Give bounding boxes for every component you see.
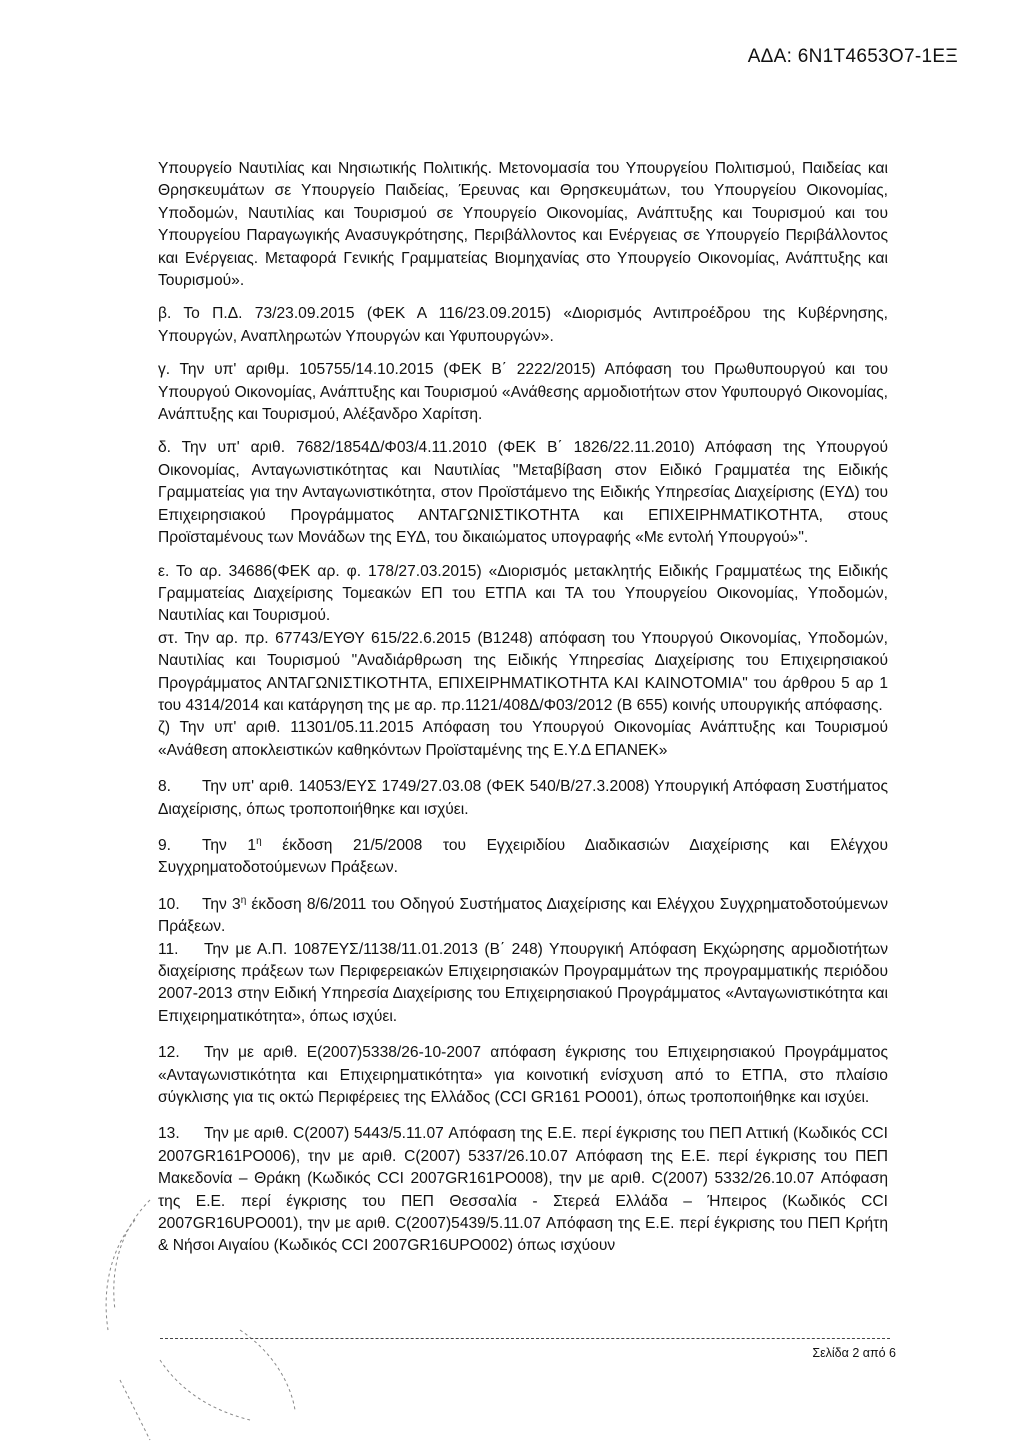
item-text-prefix: Την 3 [202,895,241,913]
paragraph-12 [158,1042,888,1109]
paragraph-beta: β. Το Π.Δ. 73/23.09.2015 (ΦΕΚ Α 116/23.09.2015) «Διορισμός Αντιπροέδρου της Κυβέρνησης, Υπουργών, Αναπληρωτών Υπουργών και Υφυπουργών». [158,305,888,345]
paragraph-gamma: γ. Την υπ' αριθμ. 105755/14.10.2015 (ΦΕΚ Β΄ 2222/2015) Απόφαση του Πρωθυπουργού και του Υπουργού Οικονομίας, Ανάπτυξης και Τουρισμού «Ανάθεσης αρμοδιοτήτων στον Υφυπουργό Οικονομίας, Ανάπτυξης και Τουρισμού, Αλέξανδρο Χαρίτση. [158,361,888,424]
paragraph-9 [158,835,888,880]
paragraph-epsilon: ε. Το αρ. 34686(ΦΕΚ αρ. φ. 178/27.03.2015) «Διορισμός μετακλητής Ειδικής Γραμματέως της Ειδικής Γραμματείας Διαχείρισης Τομεακών ΕΠ του ΕΤΠΑ και ΤΑ του Υπουργείου Οικονομίας, Υποδομών, Ναυτιλίας και Τουρισμού. [158,562,888,625]
paragraph-8 [158,776,888,821]
item-text: Την υπ' αριθ. 14053/ΕΥΣ 1749/27.03.08 (ΦΕΚ 540/Β/27.3.2008) Υπουργική Απόφαση Συστήματος Διαχείρισης, όπως τροποποιήθηκε και ισχύει. [158,778,888,818]
item-text: Την με αριθ. Ε(2007)5338/26-10-2007 απόφαση έγκρισης του Επιχειρησιακού Προγράμματος «Ανταγωνιστικότητα και Επιχειρηματικότητα» για κοινοτική ενίσχυση από το ΕΤΠΑ, στο πλαίσιο σύγκλισης για τις οκτώ Περιφέρειες της Ελλάδος (CCI GR161 PO001), όπως τροποποιήθηκε και ισχύει. [158,1044,888,1107]
document-body [158,158,888,1258]
item-text: Την με αριθ. C(2007) 5443/5.11.07 Απόφαση της Ε.Ε. περί έγκρισης του ΠΕΠ Αττική (Κωδικός CCI 2007GR161PO006), την με αριθ. C(2007) 5337/26.10.07 Απόφαση της Ε.Ε. περί έγκρισης του ΠΕΠ Μακεδονία – Θράκη (Κωδικός CCI 2007GR161PO008), την με αριθ. C(2007) 5332/26.10.07 Απόφαση της Ε.Ε. περί έγκρισης του ΠΕΠ Θεσσαλία - Στερεά Ελλάδα – Ήπειρος (Κωδικός CCI 2007GR16UPO001), την με αριθ. C(2007)5439/5.11.07 Απόφαση της Ε.Ε. περί έγκρισης του ΠΕΠ Κρήτη & Νήσοι Αιγαίου (Κωδικός CCI 2007GR16UPO002) όπως ισχύουν [158,1125,888,1255]
item-number: 9. [158,836,172,854]
item-number: 10. [158,895,180,913]
footer-divider [160,1338,890,1339]
item-number: 12. [158,1044,180,1062]
item-number: 11. [158,940,179,958]
page-number: Σελίδα 2 από 6 [812,1346,896,1360]
paragraph-intro-continued: Υπουργείο Ναυτιλίας και Νησιωτικής Πολιτικής. Μετονομασία του Υπουργείου Πολιτισμού, Παιδείας και Θρησκευμάτων σε Υπουργείο Παιδείας, Έρευνας και Θρησκευμάτων, του Υπουργείου Οικονομίας, Υποδομών, Ναυτιλίας και Τουρισμού σε Υπουργείο Οικονομίας, Ανάπτυξης και Τουρισμού και του Υπουργείου Παραγωγικής Ανασυγκρότησης, Περιβάλλοντος και Ενέργειας σε Υπουργείο Περιβάλλοντος και Ενέργειας. Μεταφορά Γενικής Γραμματείας Βιομηχανίας στο Υπουργείο Οικονομίας, Ανάπτυξης και Τουρισμού». [158,160,888,290]
item-text: Την με Α.Π. 1087ΕΥΣ/1138/11.01.2013 (Β΄ 248) Υπουργική Απόφαση Εκχώρησης αρμοδιοτήτων διαχείρισης πράξεων των Περιφερειακών Επιχειρησιακών Προγραμμάτων της προγραμματικής περιόδου 2007-2013 στην Ειδική Υπηρεσία Διαχείρισης του Επιχειρησιακού Προγράμματος «Ανταγωνιστικότητα και Επιχειρηματικότητα», όπως ισχύει. [158,940,888,1025]
paragraph-10 [158,894,888,939]
item-number: 13. [158,1125,180,1143]
paragraph-st: στ. Την αρ. πρ. 67743/ΕΥΘΥ 615/22.6.2015 (Β1248) απόφαση του Υπουργού Οικονομίας, Υποδομών, Ναυτιλίας και Τουρισμού "Αναδιάρθρωση της Ειδικής Υπηρεσίας Διαχείρισης του Επιχειρησιακού Προγράμματος ΑΝΤΑΓΩΝΙΣΤΙΚΟΤΗΤΑ, ΕΠΙΧΕΙΡΗΜΑΤΙΚΟΤΗΤΑ ΚΑΙ ΚΑΙΝΟΤΟΜΙΑ" του άρθρου 5 αρ 1 του 4314/2014 και κατάργηση της με αρ. πρ.1121/408Δ/Φ03/2012 (Β 655) κοινής υπουργικής απόφασης. [158,629,888,714]
item-text-prefix: Την 1 [202,836,257,854]
ordinal-superscript: η [240,894,247,906]
item-text: έκδοση 8/6/2011 του Οδηγού Συστήματος Διαχείρισης και Ελέγχου Συγχρηματοδοτούμενων Πράξεων. [158,895,888,936]
stamp-scribble [90,1180,300,1450]
item-text: έκδοση 21/5/2008 του Εγχειριδίου Διαδικασιών Διαχείρισης και Ελέγχου Συγχρηματοδοτούμενων Πράξεων. [158,836,888,877]
paragraph-zeta: ζ) Την υπ' αριθ. 11301/05.11.2015 Απόφαση του Υπουργού Οικονομίας Ανάπτυξης και Τουρισμού «Ανάθεση αποκλειστικών καθηκόντων Προϊσταμένης της Ε.Υ.Δ ΕΠΑΝΕΚ» [158,719,888,759]
paragraph-11 [158,939,888,1029]
paragraph-delta: δ. Την υπ' αριθ. 7682/1854Δ/Φ03/4.11.2010 (ΦΕΚ Β΄ 1826/22.11.2010) Απόφαση της Υπουργού Οικονομίας, Ανταγωνιστικότητας και Ναυτιλίας "Μεταβίβαση στον Ειδικό Γραμματέα της Ειδικής Γραμματείας για την Ανταγωνιστικότητα, στον Προϊστάμενο της Ειδικής Υπηρεσίας Διαχείρισης (ΕΥΔ) του Επιχειρησιακού Προγράμματος ΑΝΤΑΓΩΝΙΣΤΙΚΟΤΗΤΑ και ΕΠΙΧΕΙΡΗΜΑΤΙΚΟΤΗΤΑ, στους Προϊσταμένους των Μονάδων της ΕΥΔ, του δικαιώματος υπογραφής «Με εντολή Υπουργού»". [158,439,888,547]
ada-code: ΑΔΑ: 6Ν1Τ4653Ο7-1ΕΞ [747,46,958,67]
ordinal-superscript: η [256,835,262,847]
item-number: 8. [158,778,172,796]
